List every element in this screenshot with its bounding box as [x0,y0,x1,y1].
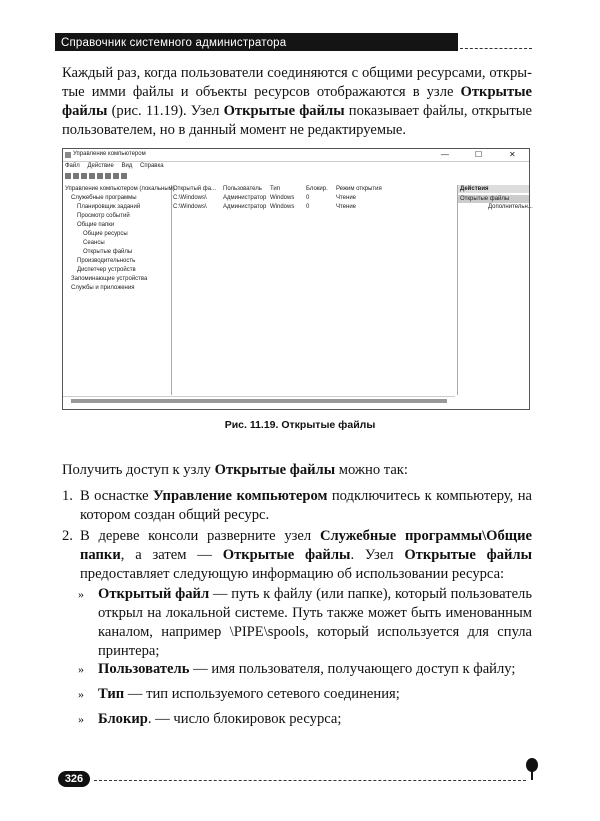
running-header-title: Справочник системного администратора [61,37,287,49]
figure-screenshot [62,148,533,410]
footer-stem [531,770,533,780]
step-2-text-3: . Узел [350,547,405,563]
step-2-text-2: , а затем — [120,547,223,563]
export-icon[interactable] [105,173,111,179]
refresh-icon[interactable] [97,173,103,179]
menu-view[interactable]: Вид [121,163,133,169]
forward-icon[interactable] [73,173,79,179]
tree-item[interactable]: Общие папки [77,222,115,228]
bullet-item [78,585,532,661]
cell: Чтение [336,204,357,210]
step-2-bold-1: Служебные программы\Общие папки [80,528,532,563]
scrollbar-thumb[interactable] [71,399,447,403]
bullet-text [98,685,532,704]
table-row[interactable] [173,203,456,212]
cell: Windows [270,204,295,210]
bullet-item [78,660,532,679]
step-1-bold-1: Управление компьютером [153,488,328,504]
cell: C:\Windows\ [173,204,207,210]
window-titlebar [63,149,529,162]
show-tree-icon[interactable] [89,173,95,179]
step-2-bold-3: Открытые файлы [404,547,533,563]
table-header [173,185,456,194]
page-number: 326 [58,771,90,787]
intro-text-2: (рис. 11.19). Узел [107,103,224,119]
cell: Администратор [223,195,267,201]
step-number: 2. [62,528,73,544]
figure-caption: Рис. 11.19. Открытые файлы [224,419,376,431]
column-header[interactable]: Пользователь [223,186,262,192]
intro-text-3: показывает файлы, открытые пользователем, но в данный момент не редактируемые. [62,103,532,138]
tree-item[interactable]: Службы и приложения [71,285,135,291]
bullet-term: Тип [98,686,125,702]
column-header[interactable]: Тип [270,186,281,192]
bullet-term: Пользователь [98,661,190,677]
bullet-term: Открытый файл [98,586,210,602]
intro-paragraph [62,64,532,140]
bullet-desc: — имя пользователя, получающего доступ к файлу; [189,661,516,677]
intro-bold-2: Открытые файлы [223,103,345,119]
maximize-icon[interactable]: ☐ [475,150,483,159]
app-icon [65,152,71,158]
cell: Windows [270,195,295,201]
step-1-text-2: подключитесь к компьютеру, на котором создан общий ресурс. [80,488,532,523]
access-paragraph [62,461,532,480]
minimize-icon[interactable]: — [441,150,449,159]
table-row[interactable] [173,194,456,203]
open-files-table [173,185,456,212]
footer-divider [94,780,526,781]
step-1 [62,487,532,525]
horizontal-scrollbar[interactable] [63,396,455,405]
intro-bold-1: Открытые файлы [62,84,532,119]
bullet-desc: — тип используемого сетевого соединения; [124,686,400,702]
step-2-text-1: В дереве консоли разверните узел [80,528,320,544]
properties-icon[interactable] [121,173,127,179]
tree-item[interactable]: Просмотр событий [77,213,130,219]
step-1-text-1: В оснастке [80,488,154,504]
menu-help[interactable]: Справка [140,163,164,169]
header-divider [460,48,532,49]
access-text-2: можно так: [335,462,408,478]
bullet-marker: » [78,587,84,601]
bullet-term: Блокир [98,711,148,727]
bullet-marker: » [78,662,84,676]
tree-item-selected[interactable]: Открытые файлы [83,249,133,255]
cell: 0 [306,195,310,201]
actions-open-files[interactable]: Открытые файлы [458,195,529,203]
back-icon[interactable] [65,173,71,179]
bullet-desc: — путь к файлу (или папке), который пользователь открыл на локальной системе. Путь также может быть именованным каналом, например \PIPE\spools, который используется для спула принтера; [98,586,532,659]
column-header[interactable]: Блокир. [306,186,328,192]
bullet-item [78,685,532,704]
bullet-text [98,660,532,679]
bullet-item [78,710,532,729]
tree-item[interactable]: Планировщик заданий [77,204,141,210]
access-bold-1: Открытые файлы [214,462,336,478]
bullet-marker: » [78,712,84,726]
bullet-text [98,585,532,661]
console-tree [63,185,175,395]
actions-more[interactable]: Дополнительн... [488,204,533,210]
close-icon[interactable]: ✕ [509,150,516,159]
cell: 0 [306,204,310,210]
column-header[interactable]: Открытый фа... [173,186,217,192]
actions-header: Действия [458,185,529,193]
help-icon[interactable] [113,173,119,179]
tree-item[interactable]: Запоминающие устройства [71,276,148,282]
step-text [80,487,532,525]
menu-file[interactable]: Файл [65,163,80,169]
window-title: Управление компьютером [73,151,146,157]
step-2-text-4: предоставляет следующую информацию об использовании ресурса: [80,566,505,582]
intro-text-1: Каждый раз, когда пользователи соединяются с общими ресурсами, открытые имми файлы и объекты ресурсов отображаются в узле [62,65,532,100]
toolbar [65,173,155,181]
step-text [80,527,532,584]
actions-pane [457,185,533,395]
tree-item[interactable]: Управление компьютером (локальным) [65,186,175,192]
tree-item[interactable]: Сеансы [83,240,105,246]
column-header[interactable]: Режим открытия [336,186,382,192]
bullet-desc: . — число блокировок ресурса; [147,711,342,727]
cell: C:\Windows\ [173,195,207,201]
running-header [55,33,458,51]
cell: Чтение [336,195,357,201]
menu-action[interactable]: Действие [87,163,114,169]
tree-item[interactable]: Производительность [77,258,136,264]
cell: Администратор [223,204,267,210]
step-2 [62,527,532,584]
bullet-marker: » [78,687,84,701]
tree-item[interactable]: Общие ресурсы [83,231,128,237]
access-text-1: Получить доступ к узлу [62,462,215,478]
step-2-bold-2: Открытые файлы [222,547,351,563]
step-number: 1. [62,488,73,504]
tree-item[interactable]: Диспетчер устройств [77,267,136,273]
tree-item[interactable]: Служебные программы [71,195,137,201]
bullet-text [98,710,532,729]
up-icon[interactable] [81,173,87,179]
menu-bar [65,163,170,169]
